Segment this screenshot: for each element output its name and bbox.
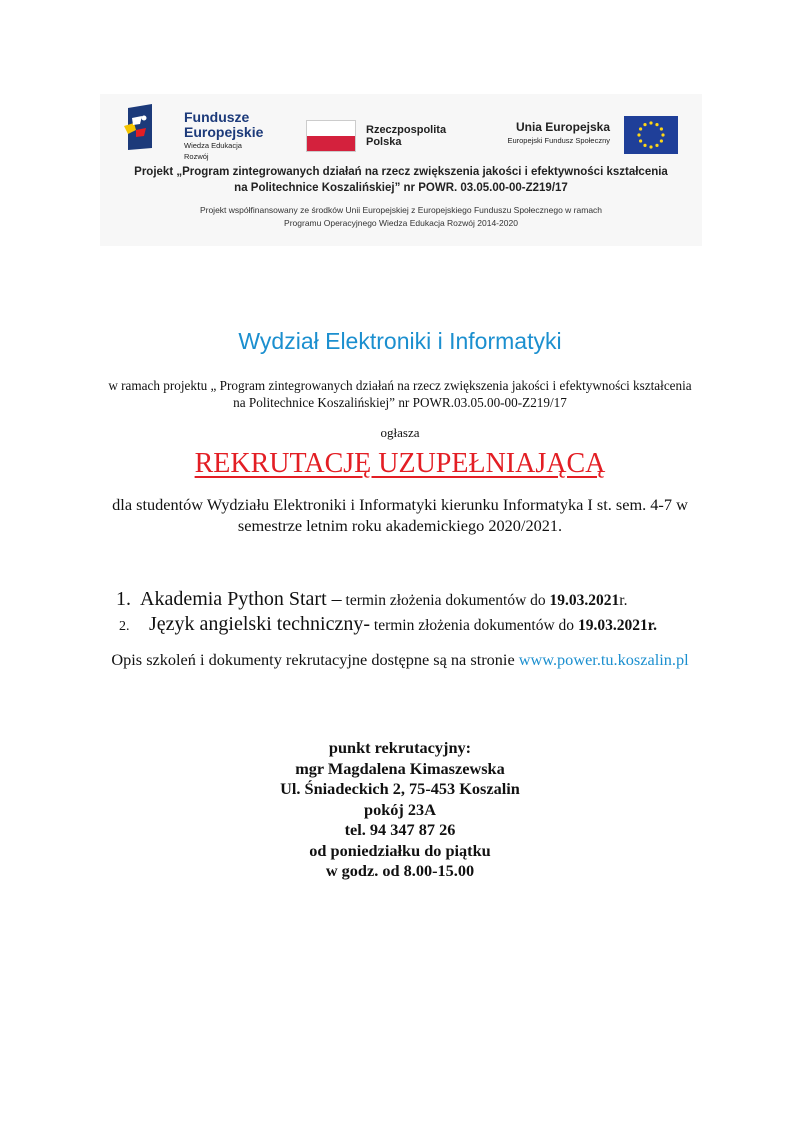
course-deadline-label: termin złożenia dokumentów do — [370, 617, 578, 634]
eu-star-icon — [661, 133, 664, 136]
course-deadline-label: termin złożenia dokumentów do — [341, 592, 550, 609]
eu-star-icon — [655, 144, 658, 147]
fundusze-europejskie-logo — [122, 104, 264, 161]
announces-text: ogłasza — [380, 425, 420, 440]
fe-logo-line3: Wiedza Edukacja Rozwój — [184, 141, 242, 161]
course-deadline-date: 19.03.2021 — [549, 592, 620, 609]
ue-logo-line2: Europejski Fundusz Społeczny — [507, 136, 610, 145]
course-name: Język angielski techniczny- — [149, 613, 371, 635]
unia-europejska-logo — [485, 120, 610, 146]
cofinancing-note — [100, 204, 702, 230]
rp-logo-line2: Polska — [366, 136, 402, 148]
contact-room: pokój 23A — [364, 799, 436, 819]
eu-star-icon — [637, 133, 640, 136]
fe-emblem-icon — [122, 104, 156, 150]
fe-logo-line1: Fundusze — [184, 109, 250, 125]
fe-logo-line2: Europejskie — [184, 124, 264, 140]
cofinancing-line1: Projekt współfinansowany ze środków Unii Europejskiej z Europejskiego Funduszu Społecznego w ramach — [199, 205, 603, 215]
intro-text — [0, 377, 800, 411]
contact-days: od poniedziałku do piątku — [309, 840, 491, 860]
eu-star-icon — [649, 121, 652, 124]
project-banner — [100, 94, 702, 246]
rp-logo-line1: Rzeczpospolita — [366, 124, 447, 136]
project-title-line2: na Politechnice Koszalińskiej” nr POWR. 03.05.00-00-Z219/17 — [234, 182, 568, 194]
eu-star-icon — [655, 123, 658, 126]
faculty-title: Wydział Elektroniki i Informatyki — [238, 328, 562, 354]
cofinancing-line2: Programu Operacyjnego Wiedza Edukacja Rozwój 2014-2020 — [284, 218, 518, 228]
logo-strip — [100, 102, 702, 161]
contact-address: Ul. Śniadeckich 2, 75-453 Koszalin — [280, 779, 520, 798]
audience-text — [0, 494, 800, 536]
materials-info — [0, 650, 800, 670]
list-item — [116, 588, 736, 612]
course-name: Akademia Python Start – — [140, 588, 342, 610]
contact-label: punkt rekrutacyjny: — [328, 738, 472, 757]
eu-star-icon — [643, 144, 646, 147]
course-list — [116, 588, 736, 637]
contact-phone: tel. 94 347 87 26 — [344, 820, 456, 839]
eu-star-icon — [643, 123, 646, 126]
list-item — [116, 613, 736, 637]
polish-flag-icon — [306, 120, 356, 152]
power-website-link[interactable]: www.power.tu.koszalin.pl — [518, 650, 689, 669]
ue-logo-line1: Unia Europejska — [515, 120, 610, 134]
intro-line1: w ramach projektu „ Program zintegrowanych działań na rzecz zwiększenia jakości i efektywności kształcenia — [108, 378, 692, 393]
recruitment-contact — [0, 738, 800, 882]
audience-line1: dla studentów Wydziału Elektroniki i Informatyki kierunku Informatyka I st. sem. 4-7 w — [112, 495, 688, 514]
course-deadline-suffix: r. — [619, 592, 628, 609]
eu-star-icon — [639, 127, 642, 130]
rzeczpospolita-polska-logo — [366, 124, 446, 148]
course-deadline-date: 19.03.2021r. — [577, 617, 658, 634]
eu-flag-icon — [624, 116, 678, 154]
contact-person: mgr Magdalena Kimaszewska — [295, 758, 505, 778]
course-number: 1. — [116, 588, 131, 610]
recruitment-headline: REKRUTACJĘ UZUPEŁNIAJĄCĄ — [194, 448, 606, 479]
eu-star-icon — [649, 145, 652, 148]
eu-star-icon — [660, 139, 663, 142]
contact-hours: w godz. od 8.00-15.00 — [325, 861, 475, 880]
materials-text: Opis szkoleń i dokumenty rekrutacyjne dostępne są na stronie — [111, 650, 519, 669]
project-title — [100, 164, 702, 196]
course-number: 2. — [119, 619, 130, 634]
eu-star-icon — [660, 127, 663, 130]
eu-star-icon — [639, 139, 642, 142]
intro-line2: na Politechnice Koszalińskiej” nr POWR.03.05.00-00-Z219/17 — [233, 395, 567, 410]
audience-line2: semestrze letnim roku akademickiego 2020/2021. — [237, 516, 563, 535]
project-title-line1: Projekt „Program zintegrowanych działań na rzecz zwiększenia jakości i efektywności kształcenia — [134, 166, 668, 178]
